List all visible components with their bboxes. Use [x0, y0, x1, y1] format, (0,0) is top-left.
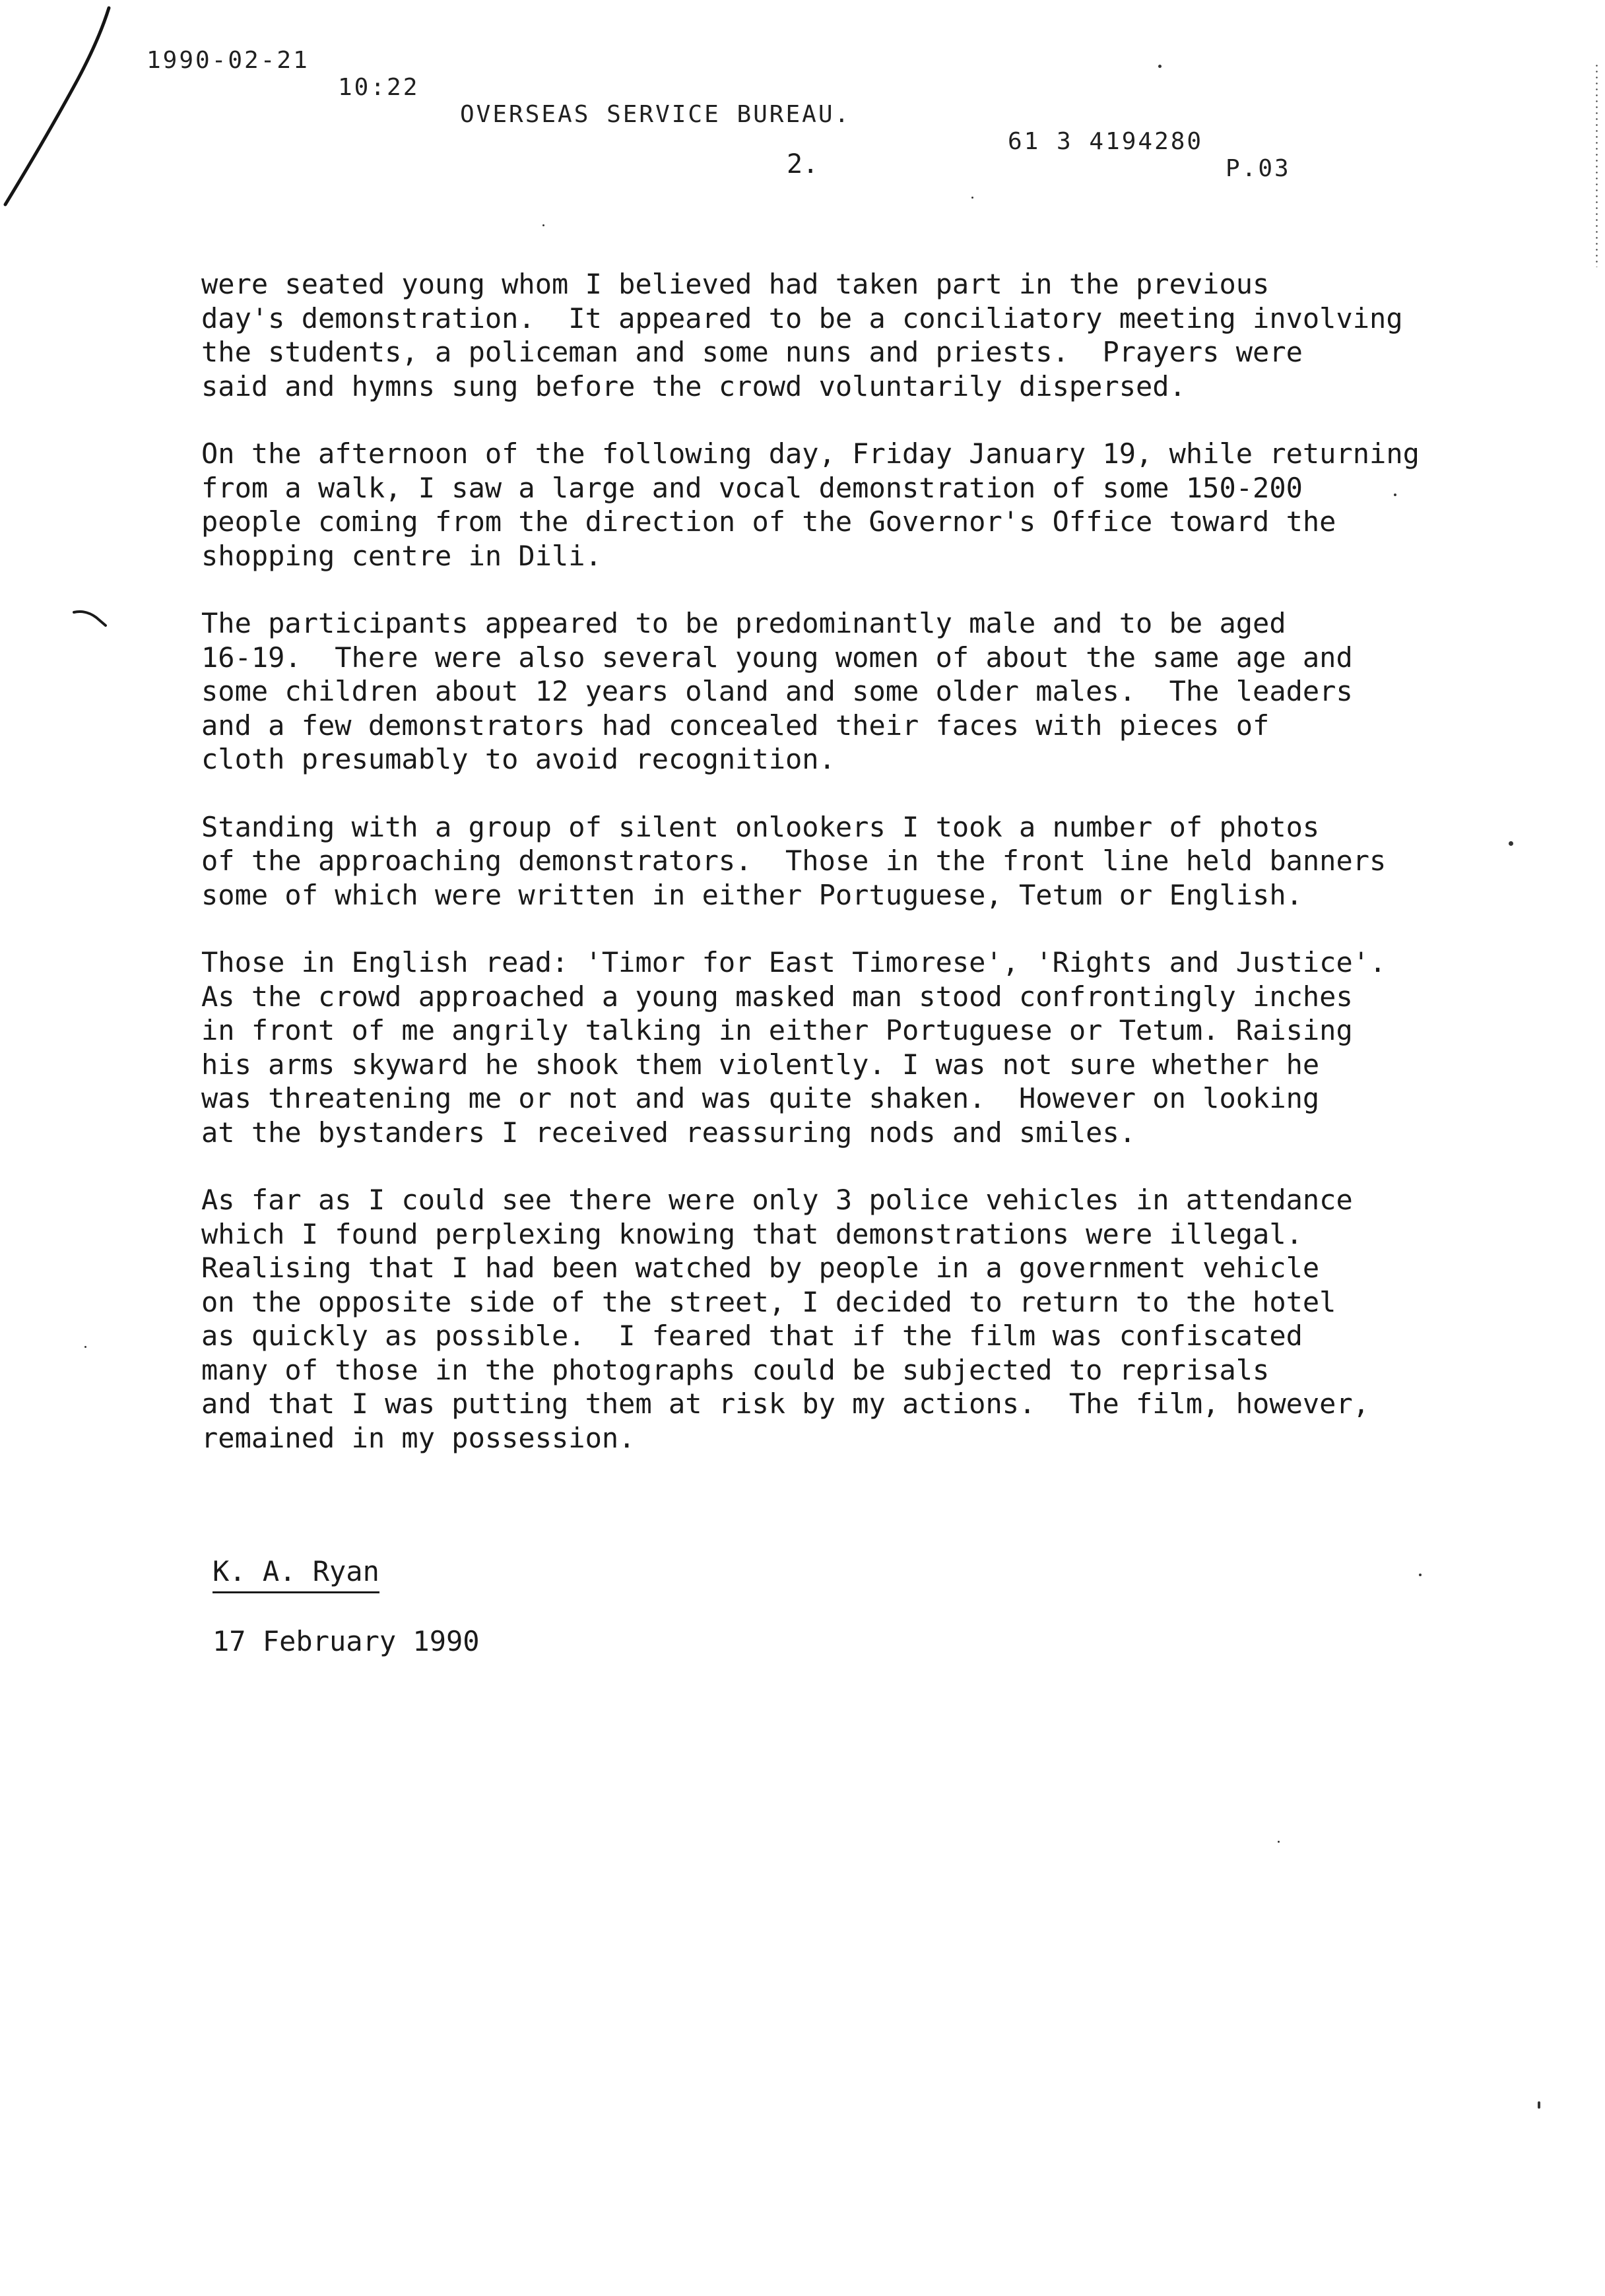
scan-speck — [1278, 1841, 1280, 1843]
paragraph-line: and a few demonstrators had concealed their faces with pieces of — [201, 709, 1270, 742]
page-number: 2. — [787, 149, 819, 179]
paragraph-line: day's demonstration. It appeared to be a conciliatory meeting involving — [201, 302, 1403, 335]
paragraph-line: cloth presumably to avoid recognition. — [201, 743, 835, 775]
scan-edge-dots — [1596, 63, 1598, 267]
paragraph-line: of the approaching demonstrators. Those in the front line held banners — [201, 845, 1387, 877]
paragraph-line: On the afternoon of the following day, Friday January 19, while returning — [201, 437, 1420, 470]
scan-speck — [542, 224, 544, 226]
scan-speck — [1509, 841, 1513, 846]
paragraph-line: some children about 12 years oland and some older males. The leaders — [201, 675, 1353, 707]
paragraph-line: in front of me angrily talking in either Portuguese or Tetum. Raising — [201, 1014, 1353, 1046]
margin-tick-mark — [73, 606, 112, 632]
paragraph-line: which I found perplexing knowing that demonstrations were illegal. — [201, 1217, 1303, 1250]
body-paragraph — [201, 437, 1462, 573]
paragraph-line: and that I was putting them at risk by my actions. The film, however, — [201, 1387, 1370, 1420]
body-paragraph — [201, 945, 1462, 1149]
body-paragraph — [201, 1183, 1462, 1455]
paragraph-line: were seated young whom I believed had taken part in the previous — [201, 268, 1270, 300]
signature-name: K. A. Ryan — [213, 1554, 379, 1593]
fax-page-indicator: P.03 — [1226, 155, 1291, 182]
scan-speck — [1158, 65, 1162, 68]
paragraph-line: Standing with a group of silent onlookers I took a number of photos — [201, 810, 1320, 843]
paragraph-line: Realising that I had been watched by people in a government vehicle — [201, 1252, 1320, 1284]
paragraph-line: As far as I could see there were only 3 police vehicles in attendance — [201, 1184, 1353, 1216]
paragraph-line: Those in English read: 'Timor for East Timorese', 'Rights and Justice'. — [201, 946, 1387, 978]
paragraph-line: many of those in the photographs could be subjected to reprisals — [201, 1353, 1270, 1386]
scan-speck — [1419, 1574, 1422, 1576]
paragraph-line: shopping centre in Dili. — [201, 539, 602, 572]
paragraph-line: his arms skyward he shook them violently. I was not sure whether he — [201, 1048, 1320, 1081]
paragraph-line: remained in my possession. — [201, 1421, 636, 1454]
scan-speck — [1538, 2101, 1540, 2109]
scan-speck — [84, 1346, 86, 1348]
fax-time: 10:22 — [338, 74, 420, 101]
body-paragraph — [201, 810, 1462, 912]
handwritten-slash-mark — [0, 0, 132, 218]
paragraph-line: said and hymns sung before the crowd voluntarily dispersed. — [201, 369, 1186, 402]
paragraph-line: as quickly as possible. I feared that if the film was confiscated — [201, 1320, 1303, 1352]
fax-transmission-header — [147, 20, 1291, 209]
body-paragraph — [201, 267, 1462, 403]
fax-date: 1990-02-21 — [147, 47, 310, 74]
paragraph-line: As the crowd approached a young masked man stood confrontingly inches — [201, 980, 1353, 1013]
fax-number: 61 3 4194280 — [1008, 128, 1204, 155]
paragraph-line: people coming from the direction of the Governor's Office toward the — [201, 505, 1336, 538]
paragraph-line: some of which were written in either Portuguese, Tetum or English. — [201, 878, 1303, 911]
scan-speck — [1394, 494, 1396, 496]
signature-date: 17 February 1990 — [213, 1625, 480, 1657]
letter-body — [201, 267, 1462, 1488]
body-paragraph — [201, 606, 1462, 777]
fax-sender: OVERSEAS SERVICE BUREAU. — [460, 101, 851, 128]
paragraph-line: at the bystanders I received reassuring nods and smiles. — [201, 1116, 1136, 1149]
paragraph-line: was threatening me or not and was quite shaken. However on looking — [201, 1082, 1320, 1114]
paragraph-line: from a walk, I saw a large and vocal demonstration of some 150-200 — [201, 471, 1303, 504]
paragraph-line: 16-19. There were also several young women of about the same age and — [201, 641, 1353, 674]
paragraph-line: on the opposite side of the street, I decided to return to the hotel — [201, 1285, 1336, 1318]
scan-speck — [971, 197, 973, 199]
paragraph-line: The participants appeared to be predominantly male and to be aged — [201, 607, 1286, 639]
paragraph-line: the students, a policeman and some nuns and priests. Prayers were — [201, 336, 1303, 368]
